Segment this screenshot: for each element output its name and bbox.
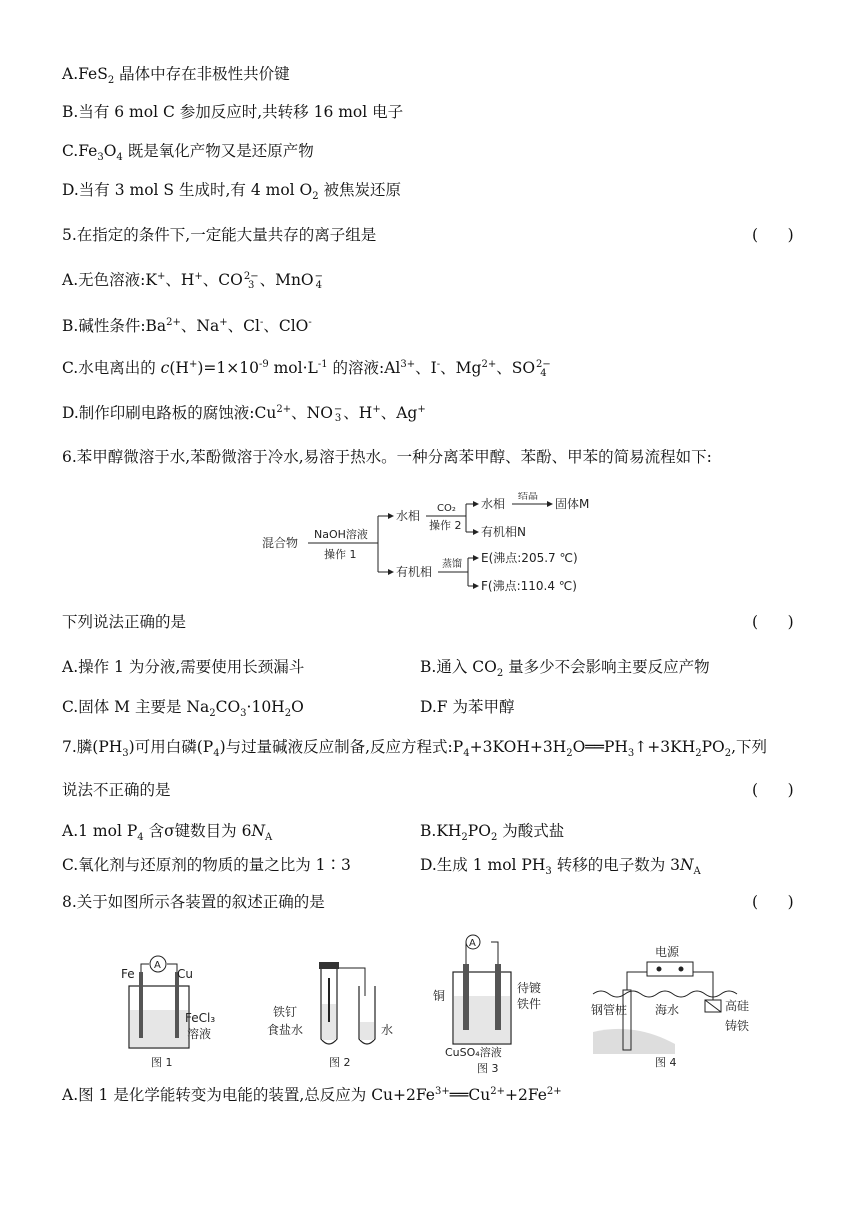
svg-text:A: A [154, 960, 161, 971]
flow-mixture: 混合物 [262, 536, 299, 550]
svg-text:铸铁: 铸铁 [725, 1019, 750, 1033]
flow-op1: 操作 1 [324, 548, 357, 561]
q7-option-d: D.生成 1 mol $PH_3$ 转移的电子数为 $3N_A$ [420, 856, 701, 878]
svg-text:电源: 电源 [655, 945, 680, 959]
q7-stem: 7.膦$(PH_3)$可用白磷$(P_4)$与过量碱液反应制备,反应方程式$:P_4+3KOH+3H_2O══PH_3↑+3KH_2PO_2$,下列 [62, 738, 768, 760]
q4-option-a: A.FeS$_2$ 晶体中存在非极性共价键 [62, 65, 290, 87]
flow-crystallize: 结晶 [518, 492, 538, 502]
q4-option-b: B.当有 6 mol C 参加反应时,共转移 16 mol 电子 [62, 103, 404, 121]
q6-option-d: D.F 为苯甲醇 [420, 698, 515, 716]
flow-organic-n: 有机相N [481, 525, 526, 539]
q6-option-c: C.固体 M 主要是 $Na_2CO_3\cdot 10H_2O$ [62, 698, 304, 720]
q5-stem: 5.在指定的条件下,一定能大量共存的离子组是 [62, 226, 377, 244]
q7-option-b: $B.KH_2PO_2$ 为酸式盐 [420, 822, 565, 844]
q4-option-d: D.当有 3 mol S 生成时,有 4 mol $O_2$ 被焦炭还原 [62, 181, 402, 203]
q6-option-b: B.通入 $CO_2$ 量多少不会影响主要反应产物 [420, 658, 710, 680]
q7-option-c: C.氧化剂与还原剂的物质的量之比为 1∶3 [62, 856, 351, 874]
svg-text:图 3: 图 3 [477, 1062, 499, 1074]
svg-text:钢管桩: 钢管桩 [591, 1003, 628, 1017]
q8-option-a: A.图 1 是化学能转变为电能的装置,总反应为 $Cu+2Fe^{3+}══Cu^{2+}+2Fe^{2+}$ [62, 1085, 562, 1104]
flow-e: E(沸点:205.7 ℃) [481, 551, 578, 565]
svg-text:Cu: Cu [177, 967, 193, 981]
q8-stem: 8.关于如图所示各装置的叙述正确的是 [62, 893, 325, 911]
q7-stem-cont: 说法不正确的是 [62, 781, 171, 799]
svg-text:铁件: 铁件 [517, 997, 542, 1011]
svg-text:溶液: 溶液 [187, 1027, 212, 1041]
q7-option-a: A.1 mol $P_4$ 含σ键数目为 $6N_A$ [62, 822, 273, 844]
apparatus-figures [115, 934, 765, 1074]
q6-answer-paren: ( ) [752, 613, 794, 631]
svg-text:高硅: 高硅 [725, 999, 750, 1013]
flow-organic: 有机相 [396, 565, 433, 579]
q6-question: 下列说法正确的是 [62, 613, 187, 631]
figure-3 [433, 935, 541, 1074]
q5-answer-paren: ( ) [752, 226, 794, 244]
q5-option-a: A.无色溶液:K+、H+、CO 2− 3 、MnO − 4 [62, 270, 324, 291]
svg-text:铜: 铜 [433, 989, 446, 1003]
svg-text:Fe: Fe [121, 967, 135, 981]
q6-option-a: A.操作 1 为分液,需要使用长颈漏斗 [62, 658, 305, 676]
svg-text:CuSO₄溶液: CuSO₄溶液 [445, 1046, 502, 1059]
svg-text:A: A [469, 938, 476, 949]
figure-4 [591, 944, 749, 1069]
q8-answer-paren: ( ) [752, 893, 794, 911]
flow-distill: 蒸馏 [442, 559, 462, 570]
separation-flowchart [262, 492, 642, 606]
svg-text:图 2: 图 2 [329, 1056, 351, 1069]
flow-reagent1: NaOH溶液 [314, 528, 368, 541]
flow-solid-m: 固体M [555, 497, 590, 511]
svg-text:水: 水 [381, 1023, 394, 1037]
svg-text:铁钉: 铁钉 [273, 1005, 298, 1019]
flow-op2: 操作 2 [429, 519, 462, 532]
q6-stem: 6.苯甲醇微溶于水,苯酚微溶于冷水,易溶于热水。一种分离苯甲醇、苯酚、甲苯的简易流程如下: [62, 448, 712, 466]
flow-aqueous2: 水相 [481, 497, 506, 511]
q4-option-c: $C.Fe_3O_4$ 既是氧化产物又是还原产物 [62, 142, 314, 164]
svg-text:食盐水: 食盐水 [267, 1023, 304, 1037]
svg-text:海水: 海水 [655, 1003, 680, 1017]
svg-text:待镀: 待镀 [517, 981, 542, 995]
q5-option-b: B.碱性条件$:Ba^{2+}$、Na+、Cl-、ClO- [62, 316, 312, 335]
svg-text:图 1: 图 1 [151, 1056, 173, 1069]
q7-answer-paren: ( ) [752, 781, 794, 799]
q5-option-c: C.水电离出的 $c(H^+)=1\times 10^{-9}$ $mol\cdot L^{-1}$ 的溶液$:Al^{3+}$、I-、$Mg^{2+}$、SO 2− 4 [62, 358, 551, 379]
svg-text:图 4: 图 4 [655, 1056, 677, 1069]
flow-co2: CO₂ [437, 503, 456, 514]
figure-1 [121, 956, 215, 1069]
figure-2 [267, 962, 393, 1069]
svg-text:FeCl₃: FeCl₃ [185, 1011, 216, 1025]
q5-option-d: D.制作印刷电路板的腐蚀液$:Cu^{2+}$、NO − 3 、H+、Ag+ [62, 403, 426, 424]
flow-f: F(沸点:110.4 ℃) [481, 579, 577, 593]
flow-aqueous: 水相 [396, 509, 421, 523]
